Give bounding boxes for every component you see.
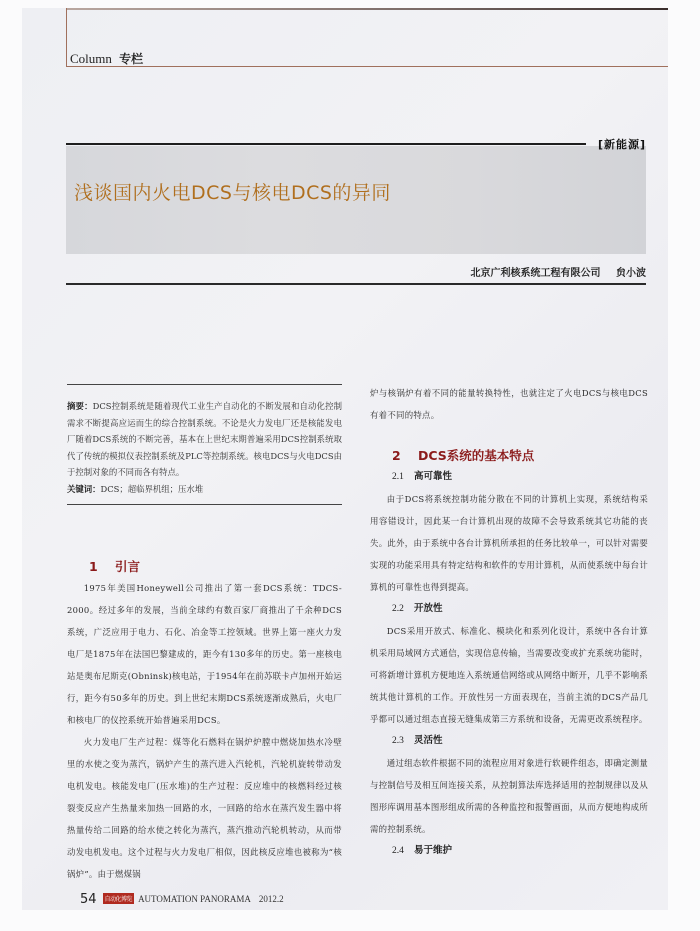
subsection-title: 开放性 [414, 603, 443, 614]
top-rule [66, 8, 668, 10]
subsection-title: 易于维护 [414, 845, 453, 856]
abstract [67, 398, 342, 497]
issue-number: 2012.2 [258, 894, 284, 904]
column-label-cn: 专栏 [119, 52, 144, 66]
subsection-2-3-heading [370, 730, 648, 752]
byline [471, 264, 646, 279]
subsection-number: 2.1 [392, 472, 404, 482]
column-label-en: Column [70, 51, 112, 66]
article-title: 浅谈国内火电DCS与核电DCS的异同 [74, 182, 391, 204]
column-rule [66, 66, 668, 67]
section-number: 1 [89, 559, 98, 574]
left-column [67, 557, 342, 885]
subsection-number: 2.4 [392, 846, 404, 856]
right-column [370, 382, 648, 862]
abstract-bottom-rule [67, 504, 342, 505]
category-tag: [新能源] [597, 138, 646, 151]
keywords-label: 关键词： [67, 483, 101, 494]
keywords-text: DCS；超临界机组；压水堆 [100, 483, 204, 494]
subsection-number: 2.2 [392, 604, 404, 614]
keywords [67, 481, 342, 498]
left-vertical-rule [66, 8, 67, 66]
subsection-2-4-heading [370, 840, 648, 862]
magazine-page [22, 8, 668, 910]
section-1-heading [67, 557, 342, 577]
subsection-title: 灵活性 [414, 735, 443, 746]
column-header [70, 50, 143, 67]
paragraph: 火力发电厂生产过程：煤等化石燃料在锅炉炉膛中燃烧加热水冷壁里的水使之变为蒸汽，锅炉产生的蒸汽进入汽轮机，汽轮机旋转带动发电机发电。核能发电厂(压水堆)的生产过程：反应堆中的核燃料经过核裂变反应产生热量来加热一回路的水，一回路的给水在蒸汽发生器中将热量传给二回路的给水使之转化为蒸汽，蒸汽推动汽轮机转动，从而带动发电机发电。这个过程与火力发电厂相似，因此核反应堆也被称为“核锅炉”。由于燃煤锅 [67, 737, 342, 879]
abstract-top-rule [67, 384, 342, 385]
magazine-logo: 自动化博览 [103, 893, 135, 904]
subsection-2-1-heading [370, 466, 648, 488]
magazine-name: AUTOMATION PANORAMA [138, 894, 251, 904]
section-title: DCS系统的基本特点 [418, 448, 535, 463]
section-2-heading [370, 446, 648, 466]
subsection-title: 高可靠性 [414, 471, 453, 482]
section-number: 2 [392, 448, 401, 463]
page-number: 54 [80, 892, 97, 907]
paragraph-continuation: 炉与核锅炉有着不同的能量转换特性，也就注定了火电DCS与核电DCS有着不同的特点。 [370, 388, 648, 420]
paragraph: DCS采用开放式、标准化、模块化和系列化设计，系统中各台计算机采用局域网方式通信，实现信息传输，当需要改变或扩充系统功能时，可将新增计算机方便地连入系统通信网络或从网络中断开，几乎不影响系统其他计算机的工作。开放性另一方面表现在，当前主流的DCS产品几乎都可以通过组态直接无缝集成第三方系统和设备，无需更改系统程序。 [370, 626, 648, 724]
byline-rule [66, 283, 646, 285]
abstract-text: DCS控制系统是随着现代工业生产自动化的不断发展和自动化控制需求不断提高应运而生的综合控制系统。不论是火力发电厂还是核能发电厂随着DCS系统的不断完善，基本在上世纪末期普遍采用DCS控制系统取代了传统的模拟仪表控制系统及PLC等控制系统。核电DCS与火电DCS由于控制对象的不同而各有特点。 [67, 401, 343, 477]
affiliation: 北京广利核系统工程有限公司 [470, 268, 601, 279]
section-title: 引言 [115, 559, 141, 574]
paragraph: 由于DCS将系统控制功能分散在不同的计算机上实现，系统结构采用容错设计，因此某一台计算机出现的故障不会导致系统其它功能的丧失。此外，由于系统中各台计算机所承担的任务比较单一，可以针对需要实现的功能采用具有特定结构和软件的专用计算机，从而使系统中每台计算机的可靠性也得到提高。 [370, 494, 648, 592]
subsection-2-2-heading [370, 598, 648, 620]
subsection-number: 2.3 [392, 736, 404, 746]
paragraph: 1975年美国Honeywell公司推出了第一套DCS系统：TDCS-2000。经过多年的发展，当前全球约有数百家厂商推出了千余种DCS系统，广泛应用于电力、石化、冶金等工控领域。世界上第一座火力发电厂是1875年在法国巴黎建成的，距今有130多年的历史。第一座核电站是奥布尼斯克(Obninsk)核电站，于1954年在前苏联卡卢加州开始运行，距今有50多年的历史。到上世纪末期DCS系统逐渐成熟后，火电厂和核电厂的仪控系统开始普遍采用DCS。 [67, 583, 343, 725]
abstract-label: 摘要： [67, 401, 93, 411]
paragraph: 通过组态软件根据不同的流程应用对象进行软硬件组态，即确定测量与控制信号及相互间连接关系，从控制算法库选择适用的控制规律以及从图形库调用基本图形组成所需的各种监控和报警画面，从而方便地构成所需的控制系统。 [370, 758, 648, 834]
author: 贠小波 [616, 268, 646, 279]
banner-rule [66, 143, 586, 145]
page-footer [80, 892, 284, 907]
abstract-body [67, 398, 342, 481]
